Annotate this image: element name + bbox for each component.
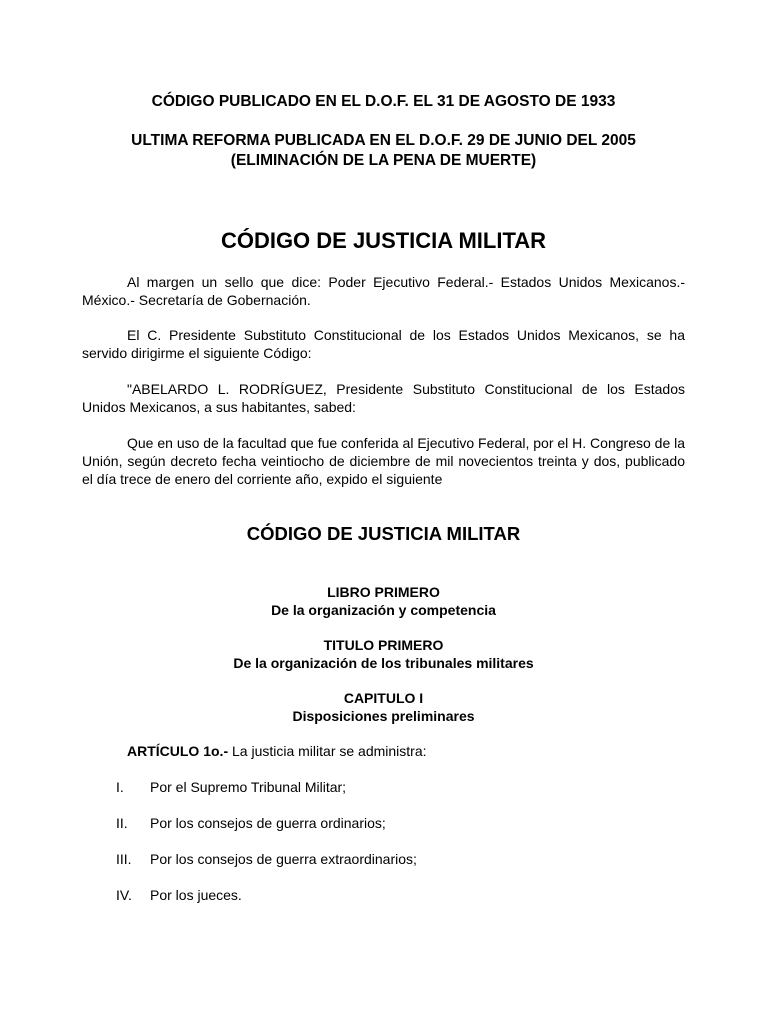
libro-subtitle: De la organización y competencia xyxy=(271,602,496,618)
list-item-text: Por el Supremo Tribunal Militar; xyxy=(150,779,347,795)
capitulo-subtitle: Disposiciones preliminares xyxy=(292,708,475,724)
article-label: ARTÍCULO 1o.- xyxy=(127,743,229,759)
list-item-text: Por los jueces. xyxy=(150,887,242,903)
titulo-label: TITULO PRIMERO xyxy=(323,637,444,653)
list-item-number: I. xyxy=(116,779,124,795)
libro-label: LIBRO PRIMERO xyxy=(327,584,440,600)
list-item xyxy=(116,779,346,795)
titulo-heading xyxy=(82,636,685,672)
code-title: CÓDIGO DE JUSTICIA MILITAR xyxy=(246,523,521,544)
libro-heading xyxy=(82,583,685,619)
reform-note-line: ULTIMA REFORMA PUBLICADA EN EL D.O.F. 29 DE JUNIO DEL 2005 xyxy=(131,132,636,149)
reform-note xyxy=(82,131,685,171)
publication-note: CÓDIGO PUBLICADO EN EL D.O.F. EL 31 DE AGOSTO DE 1933 xyxy=(151,93,616,110)
list-item-text: Por los consejos de guerra ordinarios; xyxy=(150,815,386,831)
document-title: CÓDIGO DE JUSTICIA MILITAR xyxy=(220,228,547,253)
list-item xyxy=(116,887,242,903)
paragraph-president: El C. Presidente Substituto Constitucional de los Estados Unidos Mexicanos, se ha servido dirigirme el siguiente Código: xyxy=(82,327,685,361)
list-item-number: II. xyxy=(116,815,128,831)
reform-note-subline: (ELIMINACIÓN DE LA PENA DE MUERTE) xyxy=(230,152,537,169)
article-1 xyxy=(127,743,427,759)
paragraph-seal: Al margen un sello que dice: Poder Ejecutivo Federal.- Estados Unidos Mexicanos.- México.- Secretaría de Gobernación. xyxy=(82,274,685,308)
list-item-number: III. xyxy=(116,851,132,867)
list-item xyxy=(116,851,417,867)
list-item-text: Por los consejos de guerra extraordinarios; xyxy=(150,851,417,867)
capitulo-heading xyxy=(82,689,685,725)
list-item xyxy=(116,815,386,831)
paragraph-faculty: Que en uso de la facultad que fue conferida al Ejecutivo Federal, por el H. Congreso de la Unión, según decreto fecha veintiocho de diciembre de mil novecientos treinta y dos, publicado el día trece de enero del corriente año, expido el siguiente xyxy=(82,435,686,487)
capitulo-label: CAPITULO I xyxy=(343,690,424,706)
paragraph-abelardo: "ABELARDO L. RODRÍGUEZ, Presidente Substituto Constitucional de los Estados Unidos Mexicanos, a sus habitantes, sabed: xyxy=(82,381,685,415)
list-item-number: IV. xyxy=(116,887,132,903)
article-text: La justicia militar se administra: xyxy=(228,743,427,759)
titulo-subtitle: De la organización de los tribunales militares xyxy=(233,655,534,671)
